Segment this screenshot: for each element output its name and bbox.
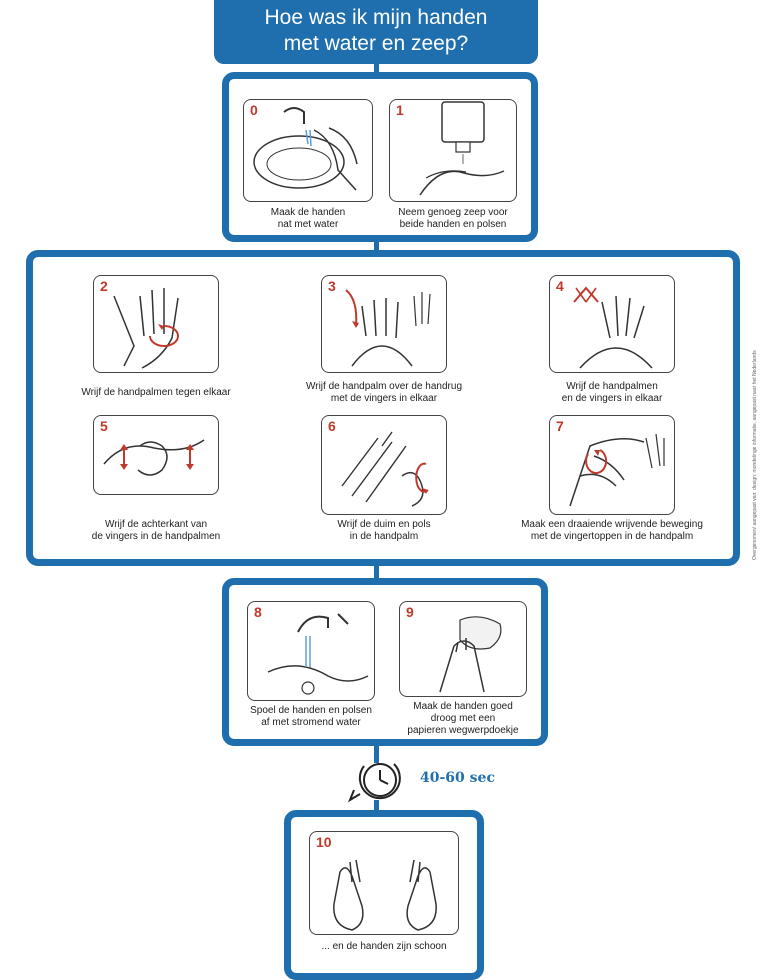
back-of-hand-rubbing-icon	[322, 276, 447, 373]
step-card-4	[549, 275, 675, 373]
step-number: 6	[328, 418, 336, 434]
step-number: 5	[100, 418, 108, 434]
step-number: 0	[250, 102, 258, 118]
sink-wet-hands-icon	[244, 100, 373, 202]
step-caption-1: Neem genoeg zeep voor beide handen en polsen	[398, 207, 508, 230]
step-number: 4	[556, 278, 564, 294]
page-title	[214, 0, 538, 64]
step-caption-8: Spoel de handen en polsen af met stromend water	[250, 705, 372, 728]
step-caption-7: Maak een draaiende wrijvende beweging met de vingertoppen in de handpalm	[521, 519, 703, 542]
step-group-rinse-dry	[222, 578, 548, 746]
step-card-2	[93, 275, 219, 373]
step-number: 7	[556, 418, 564, 434]
step-caption-5: Wrijf de achterkant van de vingers in de handpalmen	[91, 519, 221, 542]
step-caption-9: Maak de handen goed droog met een papieren wegwerpdoekje	[407, 701, 519, 736]
step-caption-4: Wrijf de handpalmen en de vingers in elkaar	[561, 381, 663, 404]
step-card-1	[389, 99, 517, 202]
step-card-7	[549, 415, 675, 515]
step-caption-0: Maak de handen nat met water	[270, 207, 346, 230]
step-card-6	[321, 415, 447, 515]
interlaced-fingers-icon	[550, 276, 675, 373]
interlocked-fingers-icon	[94, 416, 219, 495]
soap-dispenser-icon	[390, 100, 517, 202]
stopwatch-icon	[346, 754, 410, 806]
step-group-rubbing	[26, 250, 740, 566]
step-number: 8	[254, 604, 262, 620]
step-card-0	[243, 99, 373, 202]
step-card-8	[247, 601, 375, 701]
step-group-wet-and-soap	[222, 72, 538, 242]
step-number: 1	[396, 102, 404, 118]
title-line-2: met water en zeep?	[283, 32, 469, 55]
palms-rubbing-icon	[94, 276, 219, 373]
step-caption-6: Wrijf de duim en pols in de handpalm	[337, 519, 431, 542]
step-caption-3: Wrijf de handpalm over de handrug met de vingers in elkaar	[305, 381, 463, 404]
step-card-10	[309, 831, 459, 935]
dry-with-paper-towel-icon	[400, 602, 527, 697]
credit-text: Overgenomen/ aangepast van: design: mondelinge informatie, aangepast naar het Nederlands	[752, 350, 758, 560]
step-group-clean	[284, 810, 484, 980]
title-line-1: Hoe was ik mijn handen	[264, 6, 488, 29]
duration-label: 40-60 sec	[420, 770, 495, 786]
clean-hands-icon	[310, 832, 459, 935]
step-number: 10	[316, 834, 332, 850]
step-card-9	[399, 601, 527, 697]
step-caption-2: Wrijf de handpalmen tegen elkaar	[81, 387, 231, 398]
fingertips-in-palm-icon	[550, 416, 675, 515]
rinse-under-tap-icon	[248, 602, 375, 701]
step-number: 3	[328, 278, 336, 294]
step-caption-10: ... en de handen zijn schoon	[321, 941, 447, 952]
thumb-rubbing-icon	[322, 416, 447, 515]
step-card-3	[321, 275, 447, 373]
step-number: 2	[100, 278, 108, 294]
step-card-5	[93, 415, 219, 495]
step-number: 9	[406, 604, 414, 620]
